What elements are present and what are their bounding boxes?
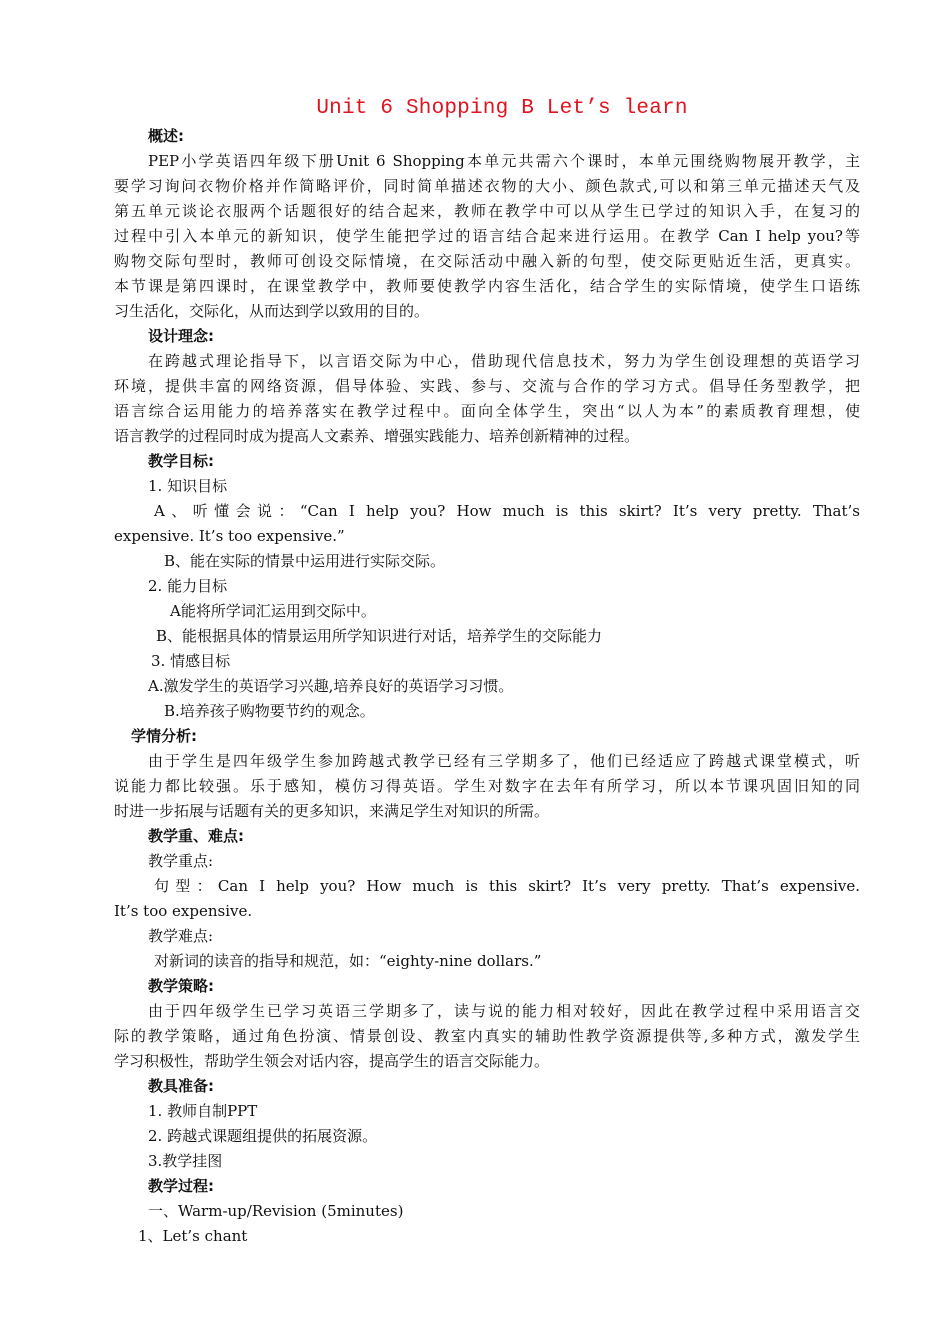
page-title: Unit 6 Shopping B Let’s learn xyxy=(316,97,688,120)
strategy-paragraph xyxy=(114,999,860,1074)
difficult-point-line: 对新词的读音的指导和规范，如：“eighty-nine dollars.” xyxy=(154,952,542,970)
knowledge-goal-a-line: A、听懂会说：“Can I help you? How much is this skirt? It’s very pretty. That’s xyxy=(154,502,860,520)
design-line: 在跨越式理论指导下，以言语交际为中心，借助现代信息技术，努力为学生创设理想的英语学习 xyxy=(148,352,860,370)
design-heading: 设计理念: xyxy=(148,327,214,345)
key-point-line: It’s too expensive. xyxy=(114,902,253,920)
knowledge-goal-b: B、能在实际的情景中运用进行实际交际。 xyxy=(164,552,446,570)
process-substep: 1、Let’s chant xyxy=(138,1227,248,1245)
overview-line: PEP小学英语四年级下册Unit 6 Shopping本单元共需六个课时，本单元围绕购物展开教学，主 xyxy=(148,152,860,170)
process-step: 一、Warm-up/Revision (5minutes) xyxy=(148,1202,404,1220)
keypoints-heading: 教学重、难点: xyxy=(148,827,244,845)
overview-line: 习生活化，交际化，从而达到学以致用的目的。 xyxy=(114,302,430,320)
analysis-heading: 学情分析: xyxy=(131,727,197,745)
materials-item: 2. 跨越式课题组提供的拓展资源。 xyxy=(148,1127,378,1145)
goals-heading: 教学目标: xyxy=(148,452,214,470)
overview-heading: 概述: xyxy=(148,127,184,145)
strategy-line: 由于四年级学生已学习英语三学期多了，读与说的能力相对较好，因此在教学过程中采用语言交 xyxy=(148,1002,860,1020)
ability-goal-a: A能将所学词汇运用到交际中。 xyxy=(170,602,376,620)
key-point-line: 句型：Can I help you? How much is this skirt? It’s very pretty. That’s expensive. xyxy=(154,877,860,895)
analysis-paragraph xyxy=(114,749,860,824)
strategy-line: 际的教学策略，通过角色扮演、情景创设、教室内真实的辅助性教学资源提供等,多种方式，激发学生 xyxy=(114,1027,860,1045)
knowledge-goal-a-line: expensive. It’s too expensive.” xyxy=(114,527,345,545)
overview-line: 本节课是第四课时，在课堂教学中，教师要使教学内容生活化，结合学生的实际情境，使学生口语练 xyxy=(114,277,860,295)
overview-line: 购物交际句型时，教师可创设交际情境，在交际活动中融入新的句型，使交际更贴近生活，更真实。 xyxy=(114,252,860,270)
overview-line: 过程中引入本单元的新知识，使学生能把学过的语言结合起来进行运用。在教学 Can I help you?等 xyxy=(114,227,860,245)
analysis-line: 时进一步拓展与话题有关的更多知识，来满足学生对知识的所需。 xyxy=(114,802,550,820)
knowledge-goal-title: 1. 知识目标 xyxy=(148,477,228,495)
difficult-point-label: 教学难点: xyxy=(148,927,214,945)
overview-paragraph xyxy=(114,149,860,324)
design-line: 环境，提供丰富的网络资源，倡导体验、实践、参与、交流与合作的学习方式。倡导任务型教学，把 xyxy=(114,377,860,395)
design-paragraph xyxy=(114,349,860,449)
document-body xyxy=(114,124,860,1249)
materials-item: 1. 教师自制PPT xyxy=(148,1102,258,1120)
analysis-line: 说能力都比较强。乐于感知，模仿习得英语。学生对数字在去年有所学习，所以本节课巩固旧知的同 xyxy=(114,777,860,795)
strategy-line: 学习积极性，帮助学生领会对话内容，提高学生的语言交际能力。 xyxy=(114,1052,550,1070)
key-point-label: 教学重点: xyxy=(148,852,214,870)
analysis-line: 由于学生是四年级学生参加跨越式教学已经有三学期多了，他们已经适应了跨越式课堂模式，听 xyxy=(148,752,860,770)
emotion-goal-b: B.培养孩子购物要节约的观念。 xyxy=(164,702,375,720)
materials-item: 3.教学挂图 xyxy=(148,1152,223,1170)
overview-line: 要学习询问衣物价格并作简略评价，同时简单描述衣物的大小、颜色款式,可以和第三单元描述天气及 xyxy=(114,177,860,195)
materials-heading: 教具准备: xyxy=(148,1077,214,1095)
design-line: 语言综合运用能力的培养落实在教学过程中。面向全体学生，突出“以人为本”的素质教育理想，使 xyxy=(114,402,860,420)
ability-goal-b: B、能根据具体的情景运用所学知识进行对话，培养学生的交际能力 xyxy=(156,627,603,645)
emotion-goal-a: A.激发学生的英语学习兴趣,培养良好的英语学习习惯。 xyxy=(148,677,514,695)
strategy-heading: 教学策略: xyxy=(148,977,214,995)
ability-goal-title: 2. 能力目标 xyxy=(148,577,228,595)
overview-line: 第五单元谈论衣服两个话题很好的结合起来，教师在教学中可以从学生已学过的知识入手，在复习的 xyxy=(114,202,860,220)
emotion-goal-title: 3. 情感目标 xyxy=(151,652,231,670)
process-heading: 教学过程: xyxy=(148,1177,214,1195)
design-line: 语言教学的过程同时成为提高人文素养、增强实践能力、培养创新精神的过程。 xyxy=(114,427,640,445)
